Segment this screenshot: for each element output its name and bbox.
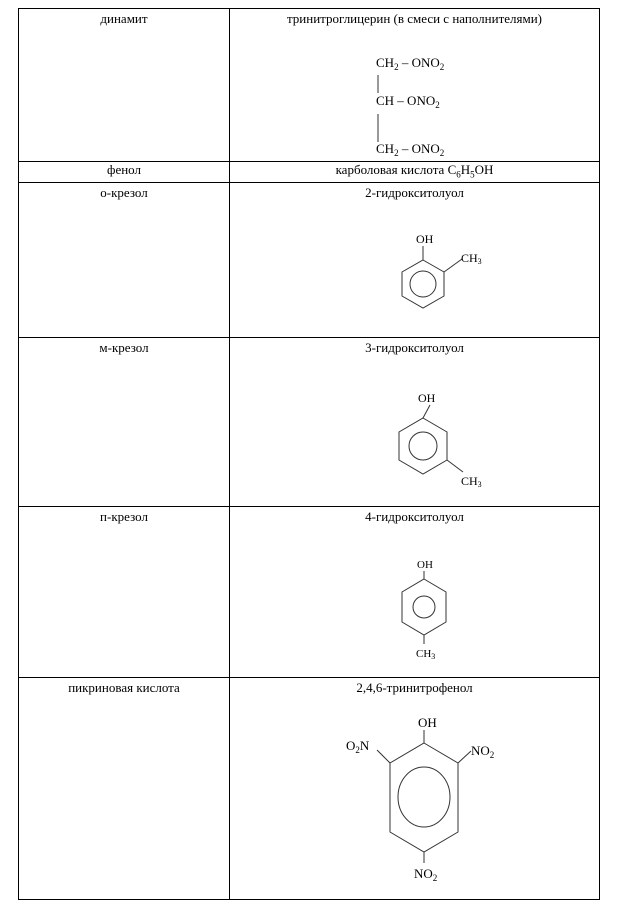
table-row-phenol	[19, 162, 600, 183]
svg-text:CH – ONO2: CH – $ONO_2$	[376, 93, 440, 110]
table-row-m-cresol	[19, 337, 600, 506]
aromatic-circle	[398, 767, 450, 827]
hydroxyl-label: OH	[418, 390, 436, 405]
bond-line	[423, 405, 430, 418]
compound-description-cell	[230, 677, 600, 899]
compound-description-cell	[230, 162, 600, 183]
compound-description-cell	[230, 182, 600, 337]
table-row-picric-acid	[19, 677, 600, 899]
compound-description-cell	[230, 506, 600, 677]
aromatic-circle	[413, 596, 435, 618]
compound-name-cell	[19, 506, 230, 677]
compound-name: п-крезол	[100, 508, 148, 524]
aromatic-circle	[410, 271, 436, 297]
compound-description-cell	[230, 9, 600, 162]
compound-name-cell	[19, 162, 230, 183]
bond-line	[444, 259, 462, 272]
compound-name: пикриновая кислота	[68, 679, 180, 695]
compound-name: динамит	[100, 11, 148, 26]
compound-name-cell	[19, 337, 230, 506]
methyl-label: CH3	[416, 647, 436, 661]
nitroglycerin-formula	[230, 26, 599, 156]
compounds-table	[18, 8, 600, 900]
bond-line	[377, 750, 390, 763]
hydroxyl-label: OH	[418, 714, 437, 730]
picric-acid-structure	[230, 695, 599, 895]
bond-line	[458, 751, 471, 763]
compound-description-cell	[230, 337, 600, 506]
p-cresol-structure	[230, 524, 599, 674]
table-row-dynamite	[19, 9, 600, 162]
nitro-label-bottom: $NO_2$	[414, 865, 438, 883]
compound-description: 2-гидрокситолуол	[365, 184, 464, 200]
formula-text: CH – ONO	[376, 93, 436, 108]
compound-name-cell	[19, 182, 230, 337]
compound-description: 4-гидрокситолуол	[365, 508, 464, 524]
table-row-p-cresol	[19, 506, 600, 677]
o-cresol-structure	[230, 200, 599, 330]
methyl-label: CH3	[461, 250, 482, 266]
table-row-o-cresol	[19, 182, 600, 337]
m-cresol-structure	[230, 355, 599, 500]
compound-name: фенол	[107, 162, 141, 177]
nitro-label-left: $O_2N$	[346, 737, 370, 755]
aromatic-circle	[409, 432, 437, 460]
compound-description: 3-гидрокситолуол	[365, 339, 464, 355]
nitro-label-right: $NO_2$	[471, 742, 495, 760]
benzene-ring	[399, 418, 447, 474]
compound-description: тринитроглицерин (в смеси с наполнителями)	[286, 11, 543, 26]
compound-description: карболовая кислота $C_6H_5OH$	[335, 162, 494, 180]
compound-name: о-крезол	[100, 184, 148, 200]
bond-line	[447, 460, 463, 472]
compound-name-cell	[19, 677, 230, 899]
hydroxyl-label: OH	[417, 558, 433, 571]
methyl-label: CH3	[461, 473, 482, 489]
benzene-ring	[390, 743, 458, 852]
formula-text: CH	[376, 141, 395, 156]
benzene-ring	[402, 260, 444, 308]
compound-name-cell	[19, 9, 230, 162]
svg-text:CH2 – ONO2: $CH_2 - ONO_2$	[376, 55, 445, 72]
compound-name: м-крезол	[99, 339, 149, 355]
hydroxyl-label: OH	[416, 231, 434, 246]
formula-text: CH	[376, 55, 395, 70]
compound-description: 2,4,6-тринитрофенол	[356, 679, 473, 695]
svg-text:CH2 – ONO2: $CH_2 - ONO_2$	[376, 141, 445, 158]
benzene-ring	[402, 579, 446, 635]
